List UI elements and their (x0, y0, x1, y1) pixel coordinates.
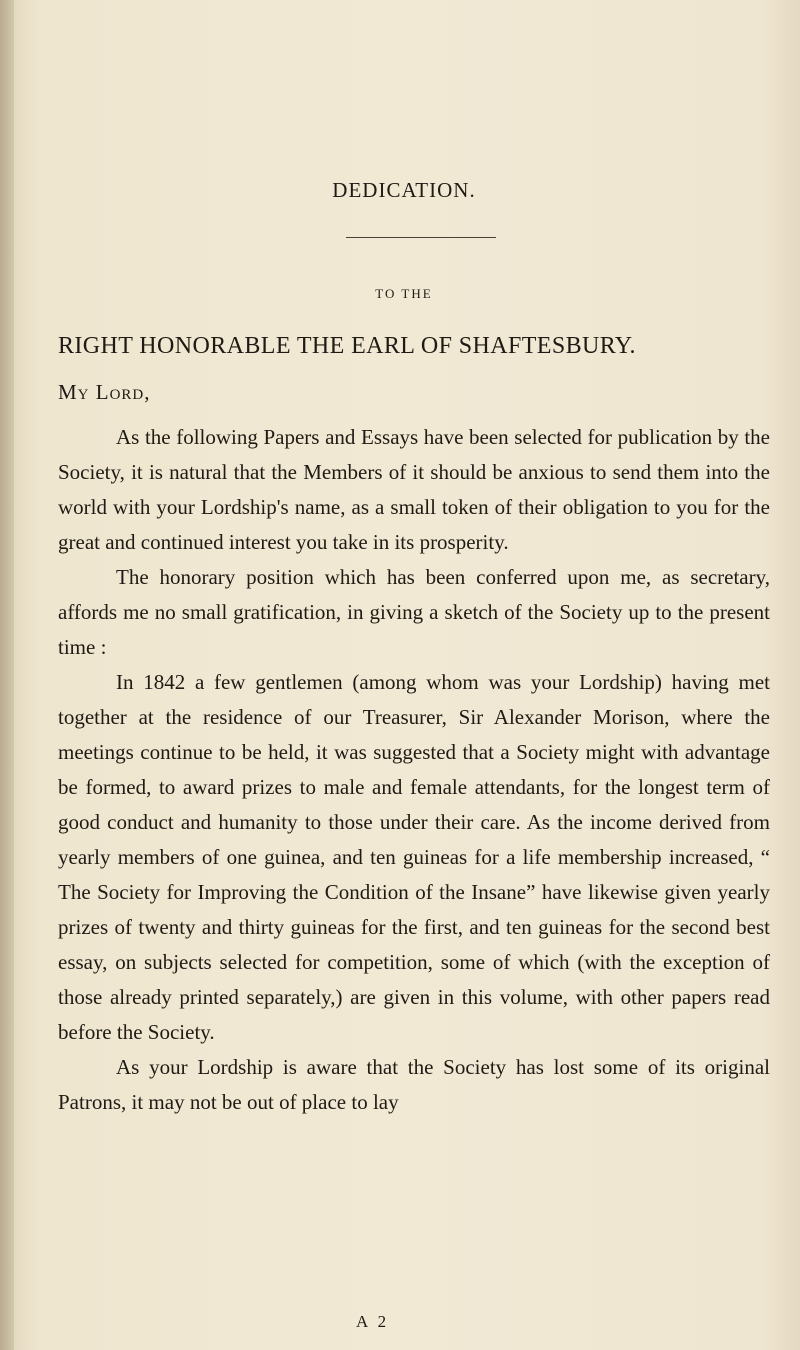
dedication-heading: DEDICATION. (332, 178, 476, 202)
paragraph-2: The honorary position which has been conferred upon me, as secretary, affords me no small gratification, in giving a sketch of the Society up to the present time : (58, 565, 770, 659)
dedication-body (58, 420, 770, 1120)
signature-mark: A 2 (356, 1312, 390, 1331)
paragraph-4: As your Lordship is aware that the Society has lost some of its original Patrons, it may not be out of place to lay (58, 1055, 770, 1114)
heading-rule (346, 237, 496, 238)
paragraph-1: As the following Papers and Essays have been selected for publication by the Society, it is natural that the Members of it should be anxious to send them into the world with your Lordship's name, as a small token of their obligation to you for the great and continued interest you take in its prosperity. (58, 425, 770, 554)
to-the-line: TO THE (375, 286, 433, 301)
salutation: My Lord, (58, 380, 151, 404)
addressee: RIGHT HONORABLE THE EARL OF SHAFTESBURY. (58, 333, 636, 359)
paragraph-3: In 1842 a few gentlemen (among whom was your Lordship) having met together at the residence of our Treasurer, Sir Alexander Morison, where the meetings continue to be held, it was suggested that a Society might with advantage be formed, to award prizes to male and female attendants, for the longest term of good conduct and humanity to those under their care. As the income derived from yearly members of one guinea, and ten guineas for a life membership increased, “ The Society for Improving the Condition of the Insane” have likewise given yearly prizes of twenty and thirty guineas for the first, and ten guineas for the second best essay, on subjects selected for competition, some of which (with the exception of those already printed separately,) are given in this volume, with other papers read before the Society. (58, 670, 770, 1044)
